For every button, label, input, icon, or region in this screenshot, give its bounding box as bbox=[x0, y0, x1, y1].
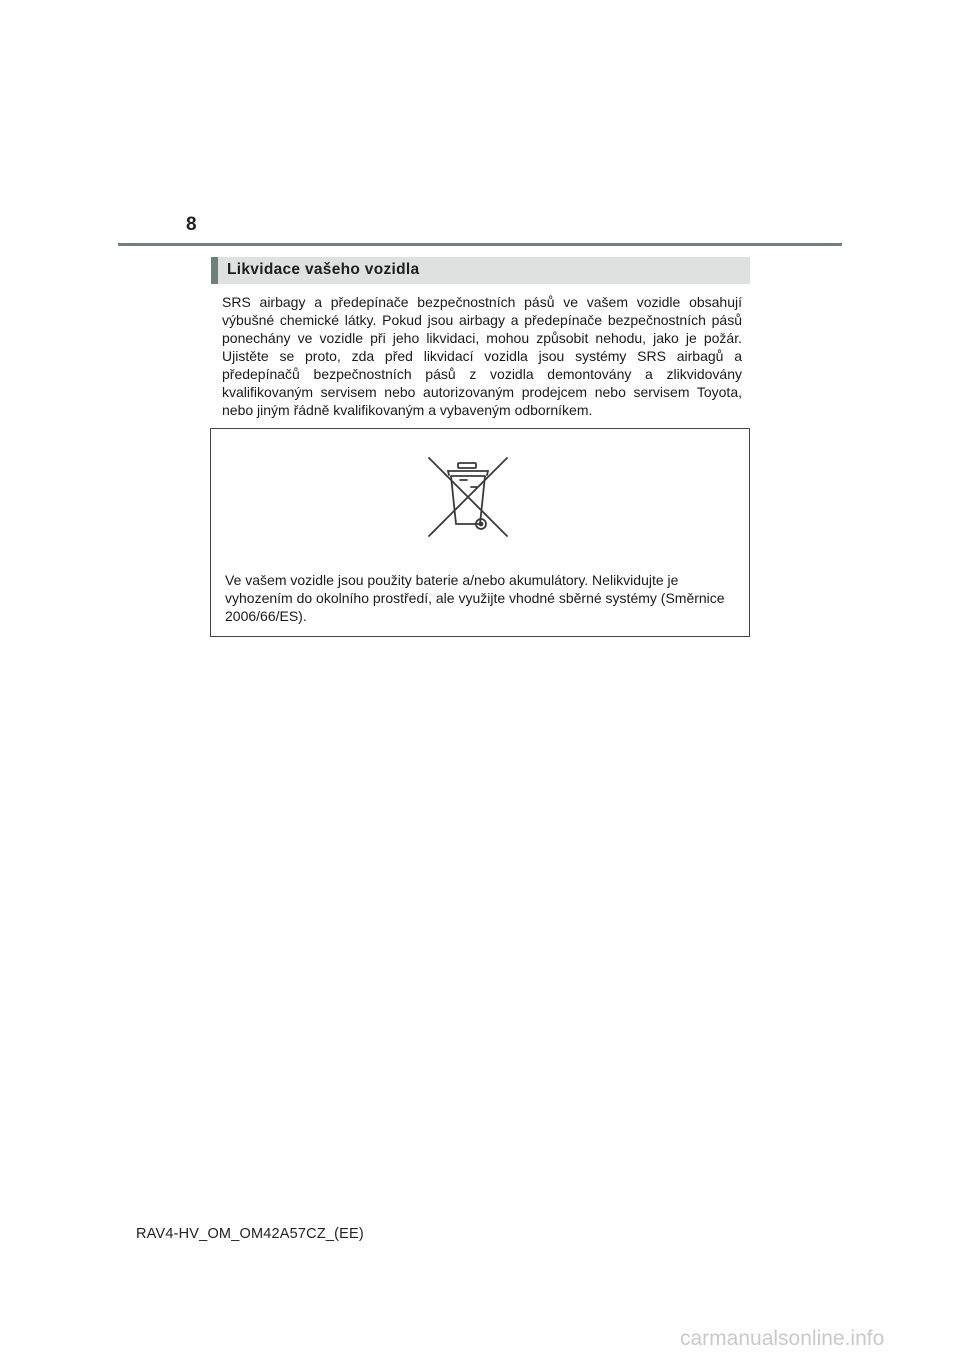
crossed-out-wheelie-bin-icon bbox=[427, 456, 509, 538]
page-number: 8 bbox=[186, 214, 197, 235]
section-header bbox=[211, 257, 750, 284]
section-body-text: SRS airbagy a předepínače bezpečnostních pásů ve vašem vozidle obsahují výbušné chemické látky. Pokud jsou airbagy a předepínače bezpečnostních pásů ponechány ve vozidle při jeho likvidaci, mohou způsobit nehodu, jako je požár. Ujistěte se proto, zda před likvidací vozidla jsou systémy SRS airbagů a předepínačů bezpečnostních pásů z vozidla demontovány a zlikvidovány kvalifikovaným servisem nebo autorizovaným prodejcem nebo servisem Toyota, nebo jiným řádně kvalifikovaným a vybaveným odborníkem. bbox=[222, 294, 742, 418]
battery-notice-box bbox=[210, 428, 750, 637]
battery-notice-text: Ve vašem vozidle jsou použity baterie a/nebo akumulátory. Nelikvidujte je vyhozením do okolního prostředí, ale využijte vhodné sběrné systémy (Směrnice 2006/66/ES). bbox=[225, 572, 725, 624]
section-title: Likvidace vašeho vozidla bbox=[227, 261, 420, 278]
watermark: carmanualsonline.info bbox=[680, 1327, 885, 1350]
top-rule bbox=[118, 243, 842, 246]
footer-document-code: RAV4-HV_OM_OM42A57CZ_(EE) bbox=[136, 1226, 364, 1242]
